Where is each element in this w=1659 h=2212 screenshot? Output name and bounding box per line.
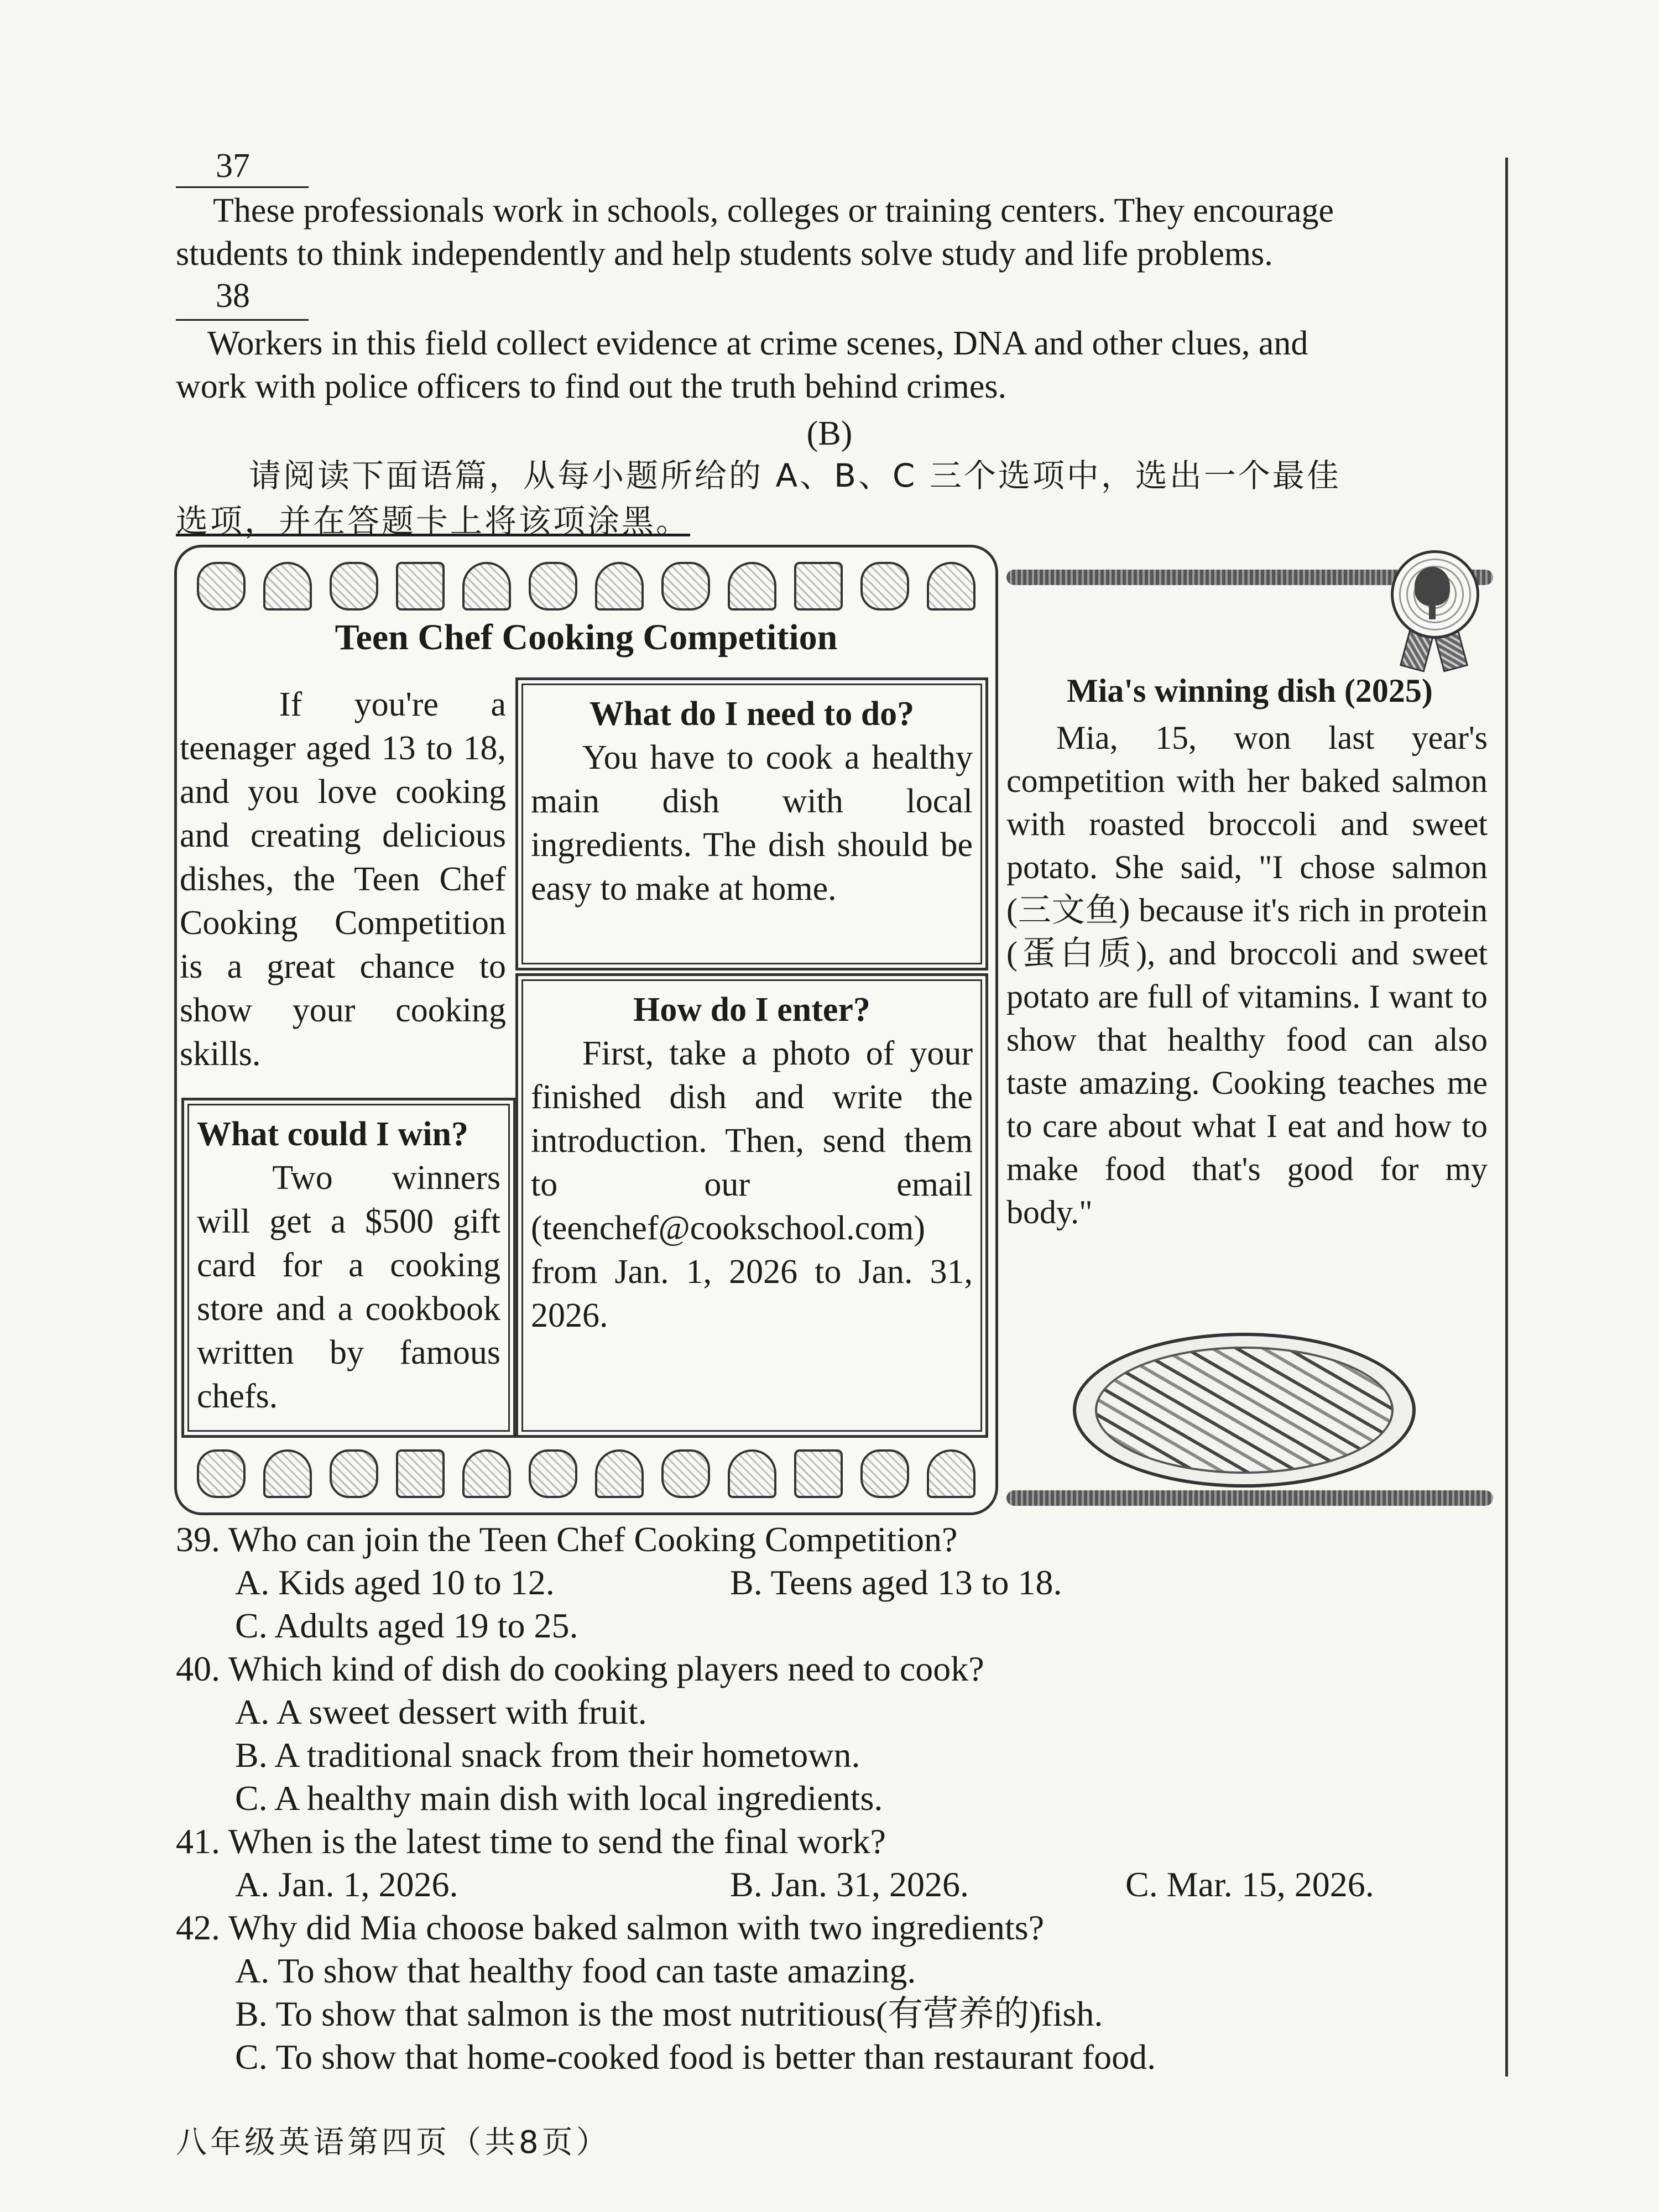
question-39-option-a: A. Kids aged 10 to 12. [235,1563,555,1602]
radish-icon [330,1449,378,1498]
basket-icon [794,1449,843,1498]
burger-icon [529,562,577,611]
margin-rule [1505,158,1508,2077]
question-38-line2: work with police officers to find out the truth behind crimes. [176,368,1007,405]
strawberry-icon [263,562,312,611]
lemon-icon [197,1449,246,1498]
need-heading: What do I need to do? [589,695,915,733]
food-border-top [188,550,984,622]
question-39-option-b: B. Teens aged 13 to 18. [730,1563,1062,1602]
need-text: You have to cook a healthy main dish with local ingredients. The dish should be easy to make at home. [531,739,973,907]
competition-poster [174,545,998,1515]
question-39-stem: 39. Who can join the Teen Chef Cooking Competition? [176,1520,958,1559]
ribbon-bottom [1006,1490,1493,1506]
question-37-number: 37 [216,147,250,185]
question-41-stem: 41. When is the latest time to send the final work? [176,1822,886,1861]
section-b-label: (B) [806,415,853,452]
question-39-option-c: C. Adults aged 19 to 25. [235,1606,578,1645]
buns-icon [661,562,710,611]
pudding-icon [927,1449,975,1498]
intro-text: If you're a teenager aged 13 to 18, and you love cooking and creating delicious dishes, the Teen Chef Cooking Competition is a great chance to show your cooking skills. [180,686,506,1073]
answer-blank-38 [176,319,309,321]
strawberry-icon [728,562,776,611]
strawberry-icon [728,1449,776,1498]
question-42-option-a: A. To show that healthy food can taste amazing. [235,1951,916,1990]
strawberry-icon [263,1449,312,1498]
food-border-bottom [188,1438,984,1510]
cake-slice-icon [396,1449,445,1498]
mia-text: Mia, 15, won last year's competition with her baked salmon with roasted broccoli and sweet potato. She said, "I chose salmon (三文鱼) because it's rich in protein (蛋白质), and broccoli and sweet potato are full of vitamins. I want to show that healthy food can also taste amazing. Cooking teaches me to care about what I eat and how to make food that's good for my body." [1006,719,1488,1230]
cake-icon [462,562,511,611]
question-38-line1: Workers in this field collect evidence at crime scenes, DNA and other clues, and [207,325,1308,362]
pie-icon [860,562,909,611]
bowl-icon [595,562,644,611]
page-footer: 八年级英语第四页（共8页） [176,2125,611,2161]
burger-icon [529,1449,577,1498]
enter-text: First, take a photo of your finished dish and write the introduction. Then, send them to our email (teenchef@cookschool.com) from Jan. 1, 2026 to Jan. 31, 2026. [531,1035,973,1334]
win-box [181,1098,516,1438]
cake-slice-icon [396,562,445,611]
answer-blank-37 [176,186,309,188]
need-box [515,677,988,971]
cake-icon [462,1449,511,1498]
question-37-line1: These professionals work in schools, colleges or training centers. They encourage [213,192,1334,229]
mia-heading: Mia's winning dish (2025) [1067,672,1433,709]
question-40-option-c: C. A healthy main dish with local ingredients. [235,1778,883,1818]
intro-block [180,683,506,1076]
question-40-option-a: A. A sweet dessert with fruit. [235,1692,647,1731]
win-text: Two winners will get a $500 gift card for a cooking store and a cookbook written by famous chefs. [197,1159,500,1415]
question-42-option-b: B. To show that salmon is the most nutritious(有营养的)fish. [235,1994,1103,2033]
win-heading: What could I win? [197,1115,468,1153]
question-37-line2: students to think independently and help students solve study and life problems. [176,235,1273,273]
question-41-option-c: C. Mar. 15, 2026. [1125,1865,1374,1904]
instruction-line2: 选项，并在答题卡上将该项涂黑。 [176,502,691,540]
enter-box [515,973,988,1438]
radish-icon [330,562,378,611]
question-38-number: 38 [216,277,250,315]
instruction-line1: 请阅读下面语篇，从每小题所给的 A、B、C 三个选项中，选出一个最佳 [249,457,1341,494]
medal-icon [1383,545,1482,644]
poster-title: Teen Chef Cooking Competition [335,617,838,658]
question-42-option-c: C. To show that home-cooked food is better than restaurant food. [235,2037,1156,2077]
question-40-option-b: B. A traditional snack from their hometown. [235,1735,860,1775]
buns-icon [661,1449,710,1498]
pudding-icon [927,562,975,611]
basket-icon [794,562,843,611]
question-40-stem: 40. Which kind of dish do cooking players need to cook? [176,1649,984,1688]
enter-heading: How do I enter? [633,991,870,1029]
lemon-icon [197,562,246,611]
bowl-icon [595,1449,644,1498]
question-42-stem: 42. Why did Mia choose baked salmon with two ingredients? [176,1908,1045,1947]
question-41-option-a: A. Jan. 1, 2026. [235,1865,458,1904]
salmon-dish-illustration [1073,1333,1416,1488]
pie-icon [860,1449,909,1498]
question-41-option-b: B. Jan. 31, 2026. [730,1865,969,1904]
